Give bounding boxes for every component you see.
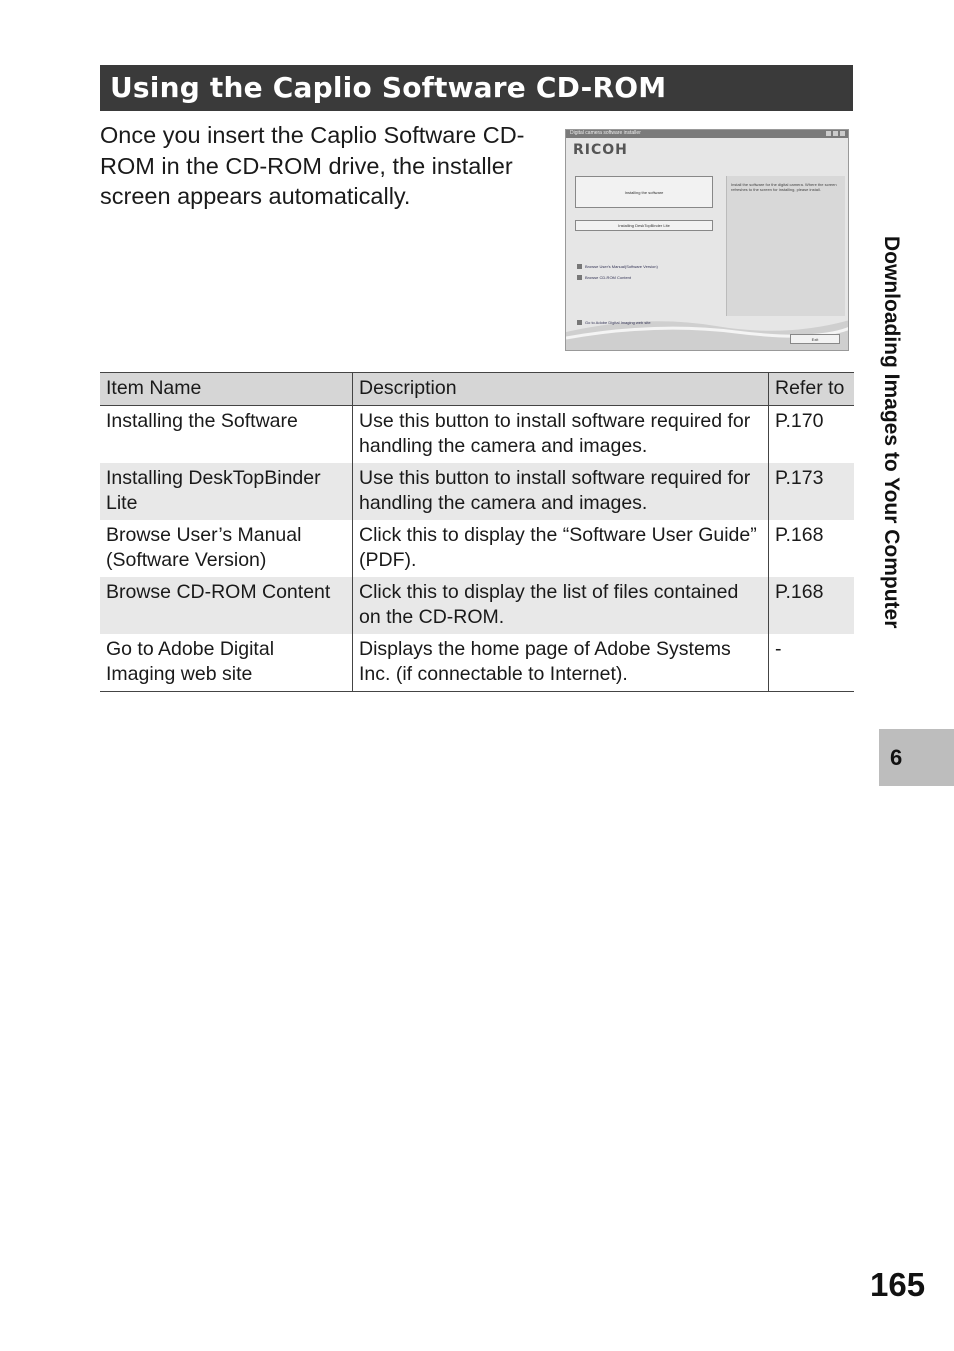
screenshot-install-dtb-label: Installing DeskTopBinder Lite	[618, 223, 670, 228]
table-header-row	[100, 373, 854, 406]
table-row	[100, 405, 854, 463]
header-description: Description	[353, 373, 769, 406]
screenshot-cdrom-link	[577, 275, 631, 280]
screenshot-adobe-link-label: Go to Adobe Digital Imaging web site	[585, 320, 651, 325]
items-table	[100, 372, 854, 692]
refer-to-cell: -	[769, 634, 855, 692]
description-cell: Click this to display the “Software User Guide” (PDF).	[353, 520, 769, 577]
screenshot-adobe-link	[577, 320, 651, 325]
screenshot-description-panel	[726, 176, 845, 316]
item-name-cell: Browse CD-ROM Content	[100, 577, 353, 634]
item-name-cell: Browse User’s Manual (Software Version)	[100, 520, 353, 577]
minimize-icon	[826, 131, 831, 136]
section-title-bar	[100, 65, 853, 111]
screenshot-manual-link	[577, 264, 658, 269]
description-cell: Displays the home page of Adobe Systems Inc. (if connectable to Internet).	[353, 634, 769, 692]
table-row	[100, 520, 854, 577]
screenshot-install-dtb-button	[575, 220, 713, 231]
screenshot-manual-link-label: Browse User's Manual(Software Version)	[585, 264, 658, 269]
screenshot-title-bar	[566, 130, 848, 138]
screenshot-install-software-label: Installing the software	[624, 190, 664, 195]
adobe-icon	[577, 320, 582, 325]
description-cell: Use this button to install software required for handling the camera and images.	[353, 463, 769, 520]
refer-to-cell: P.168	[769, 577, 855, 634]
screenshot-panel-text: Install the software for the digital camera. Where the screen refreshes to the screen for installing, please install.	[731, 182, 837, 192]
screenshot-cdrom-link-label: Browse CD-ROM Content	[585, 275, 632, 280]
ricoh-logo: RICOH	[573, 142, 628, 158]
table-row	[100, 577, 854, 634]
screenshot-window-controls	[826, 131, 845, 136]
refer-to-cell: P.173	[769, 463, 855, 520]
screenshot-install-software-button	[575, 176, 713, 208]
table-row	[100, 463, 854, 520]
screenshot-wave-decoration	[566, 310, 849, 350]
description-cell: Click this to display the list of files contained on the CD-ROM.	[353, 577, 769, 634]
screenshot-exit-button: Exit	[790, 334, 840, 344]
screenshot-window-title: Digital camera software installer	[570, 130, 641, 136]
close-icon	[840, 131, 845, 136]
item-name-cell: Installing DeskTopBinder Lite	[100, 463, 353, 520]
chapter-number: 6	[890, 745, 903, 770]
item-name-cell: Installing the Software	[100, 405, 353, 463]
header-item-name: Item Name	[100, 373, 353, 406]
page-number: 165	[870, 1266, 926, 1303]
maximize-icon	[833, 131, 838, 136]
table-row	[100, 634, 854, 692]
refer-to-cell: P.170	[775, 409, 824, 432]
refer-to-cell: P.168	[775, 523, 824, 546]
header-refer-to: Refer to	[769, 373, 855, 406]
chapter-side-title: Downloading Images to Your Computer	[880, 236, 903, 629]
section-title: Using the Caplio Software CD-ROM	[110, 71, 667, 104]
chapter-tab	[879, 729, 954, 786]
description-cell: Use this button to install software required for handling the camera and images.	[353, 405, 769, 463]
cdrom-icon	[577, 275, 582, 280]
manual-icon	[577, 264, 582, 269]
intro-paragraph: Once you insert the Caplio Software CD-ROM in the CD-ROM drive, the installer screen appears automatically.	[100, 122, 525, 209]
installer-screenshot	[565, 129, 849, 351]
item-name-cell: Go to Adobe Digital Imaging web site	[100, 634, 353, 692]
